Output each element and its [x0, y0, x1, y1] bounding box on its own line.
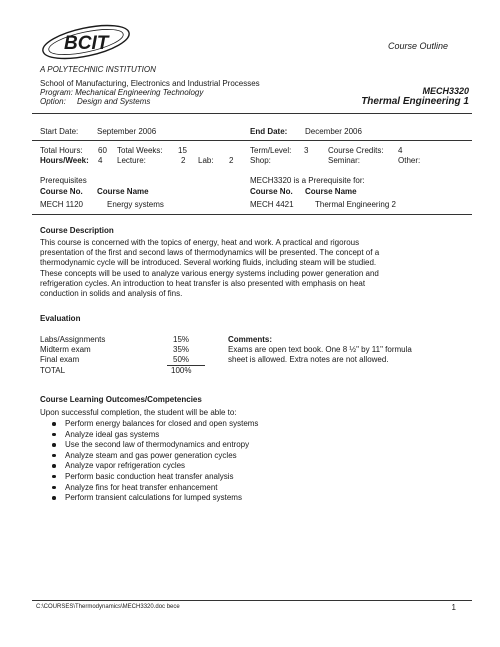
lab-label: Lab: [198, 156, 214, 165]
institution-tagline: A POLYTECHNIC INSTITUTION [40, 65, 156, 74]
prerequisites-heading: Prerequisites [40, 176, 87, 185]
prereq-course-no: MECH 1120 [40, 200, 83, 209]
total-hours-value: 60 [98, 146, 107, 155]
end-date-value: December 2006 [305, 127, 362, 136]
course-title: Thermal Engineering 1 [361, 96, 469, 107]
prereq-for-col-course-no: Course No. [250, 187, 293, 196]
lecture-value: 2 [181, 156, 186, 165]
outcome-item: Use the second law of thermodynamics and entropy [49, 440, 258, 451]
eval-item: Final exam [40, 355, 80, 364]
evaluation-heading: Evaluation [40, 314, 81, 323]
start-date-value: September 2006 [97, 127, 157, 136]
prereq-col-course-name: Course Name [97, 187, 149, 196]
logo-text: BCIT [64, 33, 109, 54]
other-label: Other: [398, 156, 421, 165]
prereq-for-course-no: MECH 4421 [250, 200, 294, 209]
outcome-item: Analyze ideal gas systems [49, 430, 258, 441]
school-name: School of Manufacturing, Electronics and Industrial Processes [40, 79, 260, 88]
prerequisite-for-heading: MECH3320 is a Prerequisite for: [250, 176, 365, 185]
prereq-col-course-no: Course No. [40, 187, 83, 196]
term-level-value: 3 [304, 146, 309, 155]
seminar-label: Seminar: [328, 156, 361, 165]
prereq-divider [32, 214, 472, 215]
footer-file-path: C:\COURSES\Thermodynamics\MECH3320.doc bece [36, 604, 180, 610]
eval-total-label: TOTAL [40, 366, 66, 375]
description-text [40, 238, 460, 299]
description-line: refrigeration cycles. An introduction to heat transfer is also presented with emphasis on heat [40, 278, 366, 288]
total-weeks-value: 15 [178, 146, 187, 155]
eval-item: Midterm exam [40, 345, 91, 354]
outcome-item: Perform basic conduction heat transfer analysis [49, 472, 258, 483]
lab-value: 2 [229, 156, 234, 165]
comments-line: Exams are open text book. One 8 ½" by 11" formula [228, 345, 412, 354]
course-credits-label: Course Credits: [328, 146, 384, 155]
outcome-item: Analyze fins for heat transfer enhancement [49, 483, 258, 494]
description-heading: Course Description [40, 226, 114, 235]
description-line: These concepts will be used to analyze various energy systems including power generation and [40, 268, 379, 278]
outcome-item: Perform energy balances for closed and open systems [49, 419, 258, 430]
outcome-item: Perform transient calculations for lumped systems [49, 493, 258, 504]
shop-label: Shop: [250, 156, 271, 165]
start-date-label: Start Date: [40, 127, 79, 136]
eval-percent: 50% [173, 355, 190, 364]
info-divider [32, 140, 472, 141]
course-credits-value: 4 [398, 146, 403, 155]
eval-percent: 35% [173, 345, 190, 354]
hours-week-label: Hours/Week: [40, 156, 89, 165]
prereq-for-course-name: Thermal Engineering 2 [315, 200, 396, 209]
eval-item: Labs/Assignments [40, 335, 106, 344]
doc-type: Course Outline [388, 41, 449, 51]
program-name: Program: Mechanical Engineering Technology [40, 88, 204, 97]
outcomes-list [49, 419, 258, 504]
lecture-label: Lecture: [117, 156, 146, 165]
outcomes-heading: Course Learning Outcomes/Competencies [40, 395, 202, 404]
eval-percent: 15% [173, 335, 190, 344]
description-line: presentation of the first and second laws of thermodynamics will be presented. The concept of a [40, 248, 380, 258]
outcome-item: Analyze steam and gas power generation cycles [49, 451, 258, 462]
footer-divider [32, 600, 472, 601]
course-code: MECH3320 [422, 86, 469, 96]
total-hours-label: Total Hours: [40, 146, 83, 155]
end-date-label: End Date: [250, 127, 288, 136]
option-label: Option: [40, 97, 66, 106]
outcome-item: Analyze vapor refrigeration cycles [49, 461, 258, 472]
comments-heading: Comments: [228, 335, 273, 344]
outcomes-intro: Upon successful completion, the student will be able to: [40, 408, 237, 417]
header-divider [32, 113, 472, 114]
description-line: conduction in solids and analysis of fins. [40, 289, 183, 299]
hours-week-value: 4 [98, 156, 103, 165]
prereq-course-name: Energy systems [107, 200, 164, 209]
bcit-logo [40, 22, 132, 62]
prereq-for-col-course-name: Course Name [305, 187, 357, 196]
option-value: Design and Systems [77, 97, 151, 106]
total-weeks-label: Total Weeks: [117, 146, 163, 155]
description-line: thermodynamic cycle will be introduced. Several working fluids, including steam will be studied. [40, 258, 377, 268]
description-line: This course is concerned with the topics of energy, heat and work. A practical and rigorous [40, 238, 360, 247]
comments-line: sheet is allowed. Extra notes are not allowed. [228, 355, 389, 364]
page-number: 1 [451, 603, 456, 612]
eval-total-value: 100% [171, 366, 192, 375]
term-level-label: Term/Level: [250, 146, 292, 155]
